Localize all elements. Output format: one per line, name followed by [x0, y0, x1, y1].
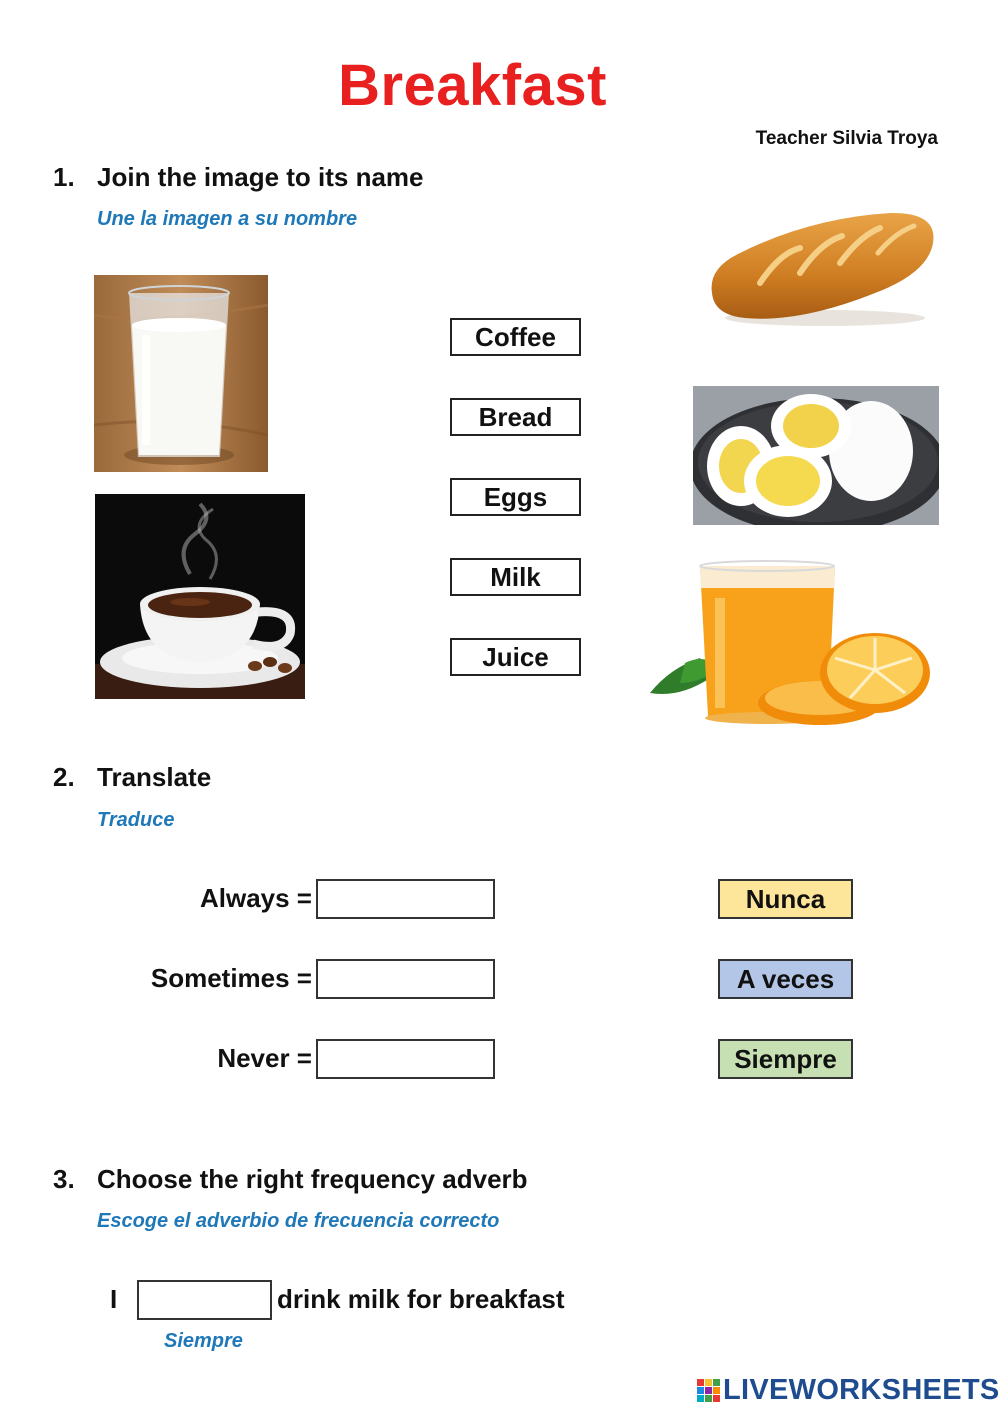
term-never: Never = — [217, 1043, 312, 1073]
section-2-subtitle: Traduce — [97, 809, 175, 831]
section-2-title: Translate — [97, 762, 212, 792]
section-1-number: 1. — [53, 162, 75, 192]
word-box-juice[interactable]: Juice — [450, 638, 581, 676]
term-sometimes: Sometimes = — [150, 963, 312, 993]
orange-juice-image[interactable] — [650, 558, 940, 728]
section-2-number: 2. — [53, 762, 75, 792]
section-1-heading — [53, 162, 424, 193]
word-box-eggs[interactable]: Eggs — [450, 478, 581, 516]
milk-glass-image[interactable] — [94, 275, 268, 472]
word-box-milk[interactable]: Milk — [450, 558, 581, 596]
word-box-bread[interactable]: Bread — [450, 398, 581, 436]
answer-field-never[interactable] — [316, 1039, 495, 1079]
section-2-heading — [53, 762, 211, 793]
term-always: Always = — [199, 883, 312, 913]
section-3-heading — [53, 1164, 528, 1195]
section-1-subtitle: Une la imagen a su nombre — [97, 208, 358, 230]
sentence-start: I — [110, 1284, 118, 1314]
adverb-answer-field[interactable] — [137, 1280, 272, 1320]
bread-loaf-image[interactable] — [700, 198, 940, 333]
section-3-title: Choose the right frequency adverb — [97, 1164, 528, 1194]
sentence-end: drink milk for breakfast — [277, 1284, 565, 1314]
logo-grid-icon — [697, 1379, 721, 1403]
logo-text: LIVEWORKSHEETS — [723, 1374, 1000, 1406]
option-a-veces[interactable]: A veces — [718, 959, 853, 999]
page-title: Breakfast — [338, 53, 607, 118]
liveworksheets-logo — [697, 1374, 1000, 1407]
boiled-eggs-image[interactable] — [693, 386, 939, 525]
section-3-subtitle: Escoge el adverbio de frecuencia correcto — [97, 1210, 500, 1232]
section-3-number: 3. — [53, 1164, 75, 1194]
word-box-coffee[interactable]: Coffee — [450, 318, 581, 356]
teacher-name: Teacher Silvia Troya — [755, 128, 938, 149]
answer-field-sometimes[interactable] — [316, 959, 495, 999]
section-1-title: Join the image to its name — [97, 162, 424, 192]
coffee-cup-image[interactable] — [95, 494, 305, 699]
answer-field-always[interactable] — [316, 879, 495, 919]
option-siempre[interactable]: Siempre — [718, 1039, 853, 1079]
option-nunca[interactable]: Nunca — [718, 879, 853, 919]
adverb-hint: Siempre — [164, 1330, 243, 1352]
